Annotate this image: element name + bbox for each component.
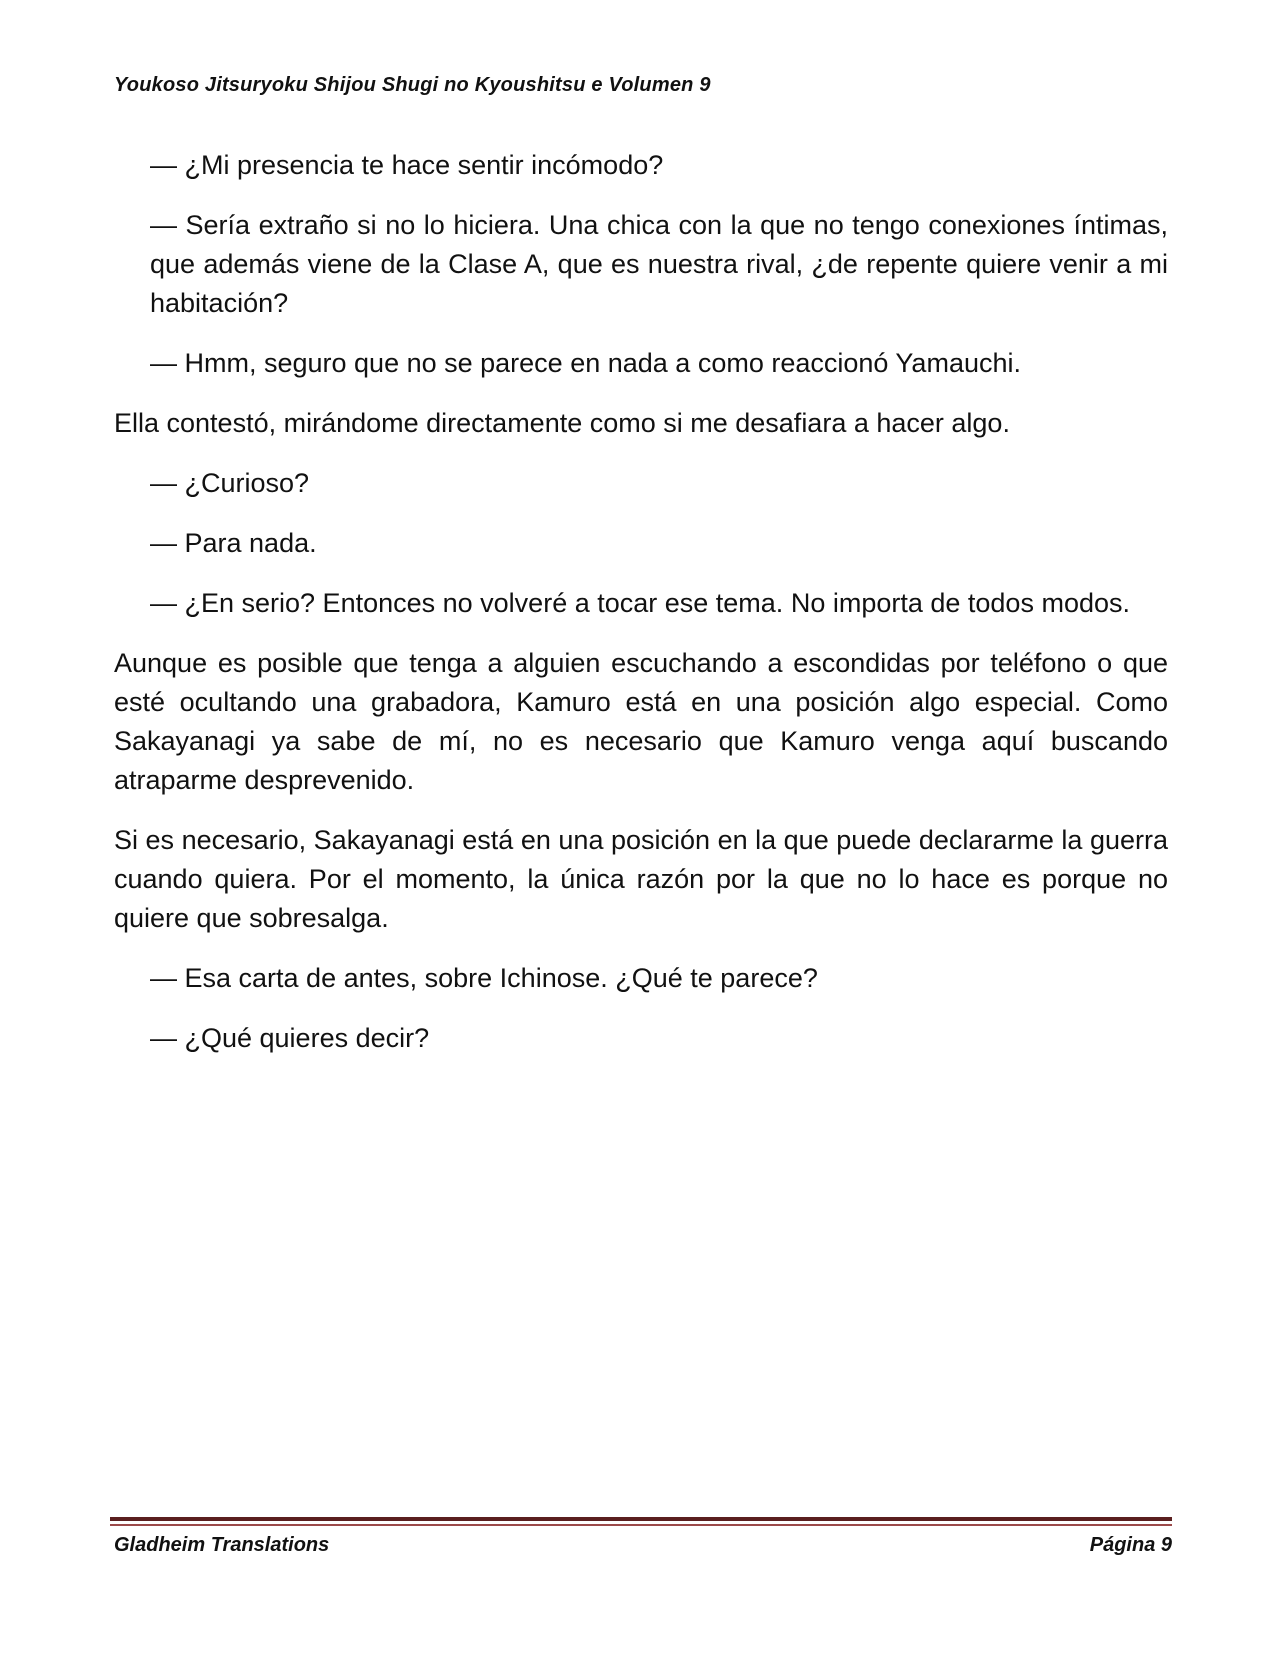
narration-paragraph: Si es necesario, Sakayanagi está en una posición en la que puede declararme la guerra cuando quiera. Por el momento, la única razón por la que no lo hace es porque no quiere que sobresalga. bbox=[114, 825, 1168, 933]
footer-rule-thick bbox=[110, 1517, 1172, 1521]
dialogue-line: — ¿Qué quieres decir? bbox=[150, 1023, 430, 1053]
narration-paragraph: Ella contestó, mirándome directamente como si me desafiara a hacer algo. bbox=[114, 408, 1010, 438]
footer-publisher: Gladheim Translations bbox=[114, 1534, 330, 1556]
document-body bbox=[114, 146, 1168, 1079]
narration-paragraph: Aunque es posible que tenga a alguien escuchando a escondidas por teléfono o que esté ocultando una grabadora, Kamuro está en una posición algo especial. Como Sakayanagi ya sabe de mí, no es necesario que Kamuro venga aquí buscando atraparme desprevenido. bbox=[114, 648, 1168, 795]
dialogue-line: — ¿En serio? Entonces no volveré a tocar ese tema. No importa de todos modos. bbox=[150, 588, 1130, 618]
running-header-title: Youkoso Jitsuryoku Shijou Shugi no Kyoushitsu e Volumen 9 bbox=[114, 74, 711, 96]
dialogue-line: — Esa carta de antes, sobre Ichinose. ¿Qué te parece? bbox=[150, 963, 818, 993]
dialogue-line: — ¿Mi presencia te hace sentir incómodo? bbox=[150, 150, 664, 180]
dialogue-line: — Sería extraño si no lo hiciera. Una chica con la que no tengo conexiones íntimas, que además viene de la Clase A, que es nuestra rival, ¿de repente quiere venir a mi habitación? bbox=[150, 210, 1168, 318]
footer-page-number: Página 9 bbox=[1089, 1534, 1172, 1556]
dialogue-line: — Hmm, seguro que no se parece en nada a como reaccionó Yamauchi. bbox=[150, 348, 1021, 378]
footer-rule-thin bbox=[110, 1524, 1172, 1526]
dialogue-line: — Para nada. bbox=[150, 528, 317, 558]
dialogue-line: — ¿Curioso? bbox=[150, 468, 310, 498]
